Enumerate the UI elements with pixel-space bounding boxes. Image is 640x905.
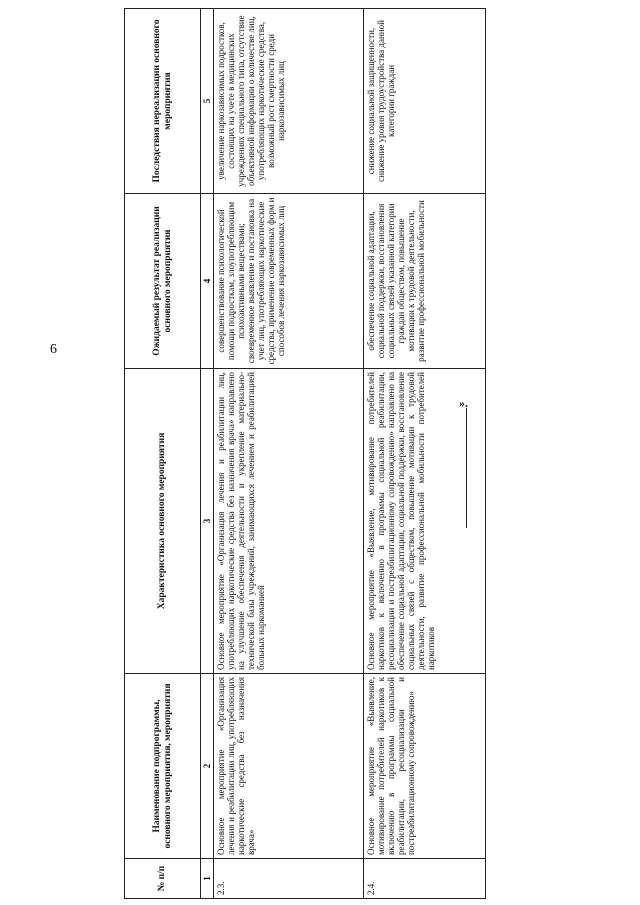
column-numbers-row	[201, 9, 214, 899]
column-number: 1	[201, 859, 214, 899]
measure-characteristic: Основное мероприятие «Организация лечения и реабилитации лиц, употребляющих наркотические средства без назначения врача» направлено на улучшение обеспечения деятельности и укрепление материально-технической базы учреждений, занимающихся лечением и реабилитацией больных наркоманией	[214, 369, 364, 674]
rotated-table-wrapper	[120, 0, 500, 905]
row-number: 2.3.	[214, 859, 364, 899]
row-number: 2.4.	[364, 859, 486, 899]
measure-name: Основное мероприятие «Организация лечения и реабилитации лиц, употребляющих наркотические средства без назначения врача»	[214, 674, 364, 859]
column-number: 4	[201, 194, 214, 369]
header-num: № п/п	[125, 859, 201, 899]
end-mark: ».	[459, 396, 468, 410]
column-number: 5	[201, 9, 214, 194]
header-consequence: Последствия нереализации основного мероприятия	[125, 9, 201, 194]
measure-result: совершенствование психологической помощи подросткам, злоупотребляющим психоактивными веществами; своевременное выявление и постановка на учет лиц, употребляющих наркотические средства, применение современных форм и способов лечения наркозависимых лиц	[214, 194, 364, 369]
measure-consequence: снижение социальной защищенности, снижение уровня трудоустройства данной категории граждан	[364, 9, 486, 194]
measure-characteristic: Основное мероприятие «Выявление, мотивирование потребителей наркотиков к включению в программы социальной реабилитации, ресоциализации и постреабилитационному сопровождению» направлено на обеспечение социальной адаптации, социальной поддержки, восстановление социальных связей с обществом, повышение мотивации к трудовой деятельности, развитие профессиональной мобильности потребителей наркотиков	[364, 369, 486, 674]
measure-result: обеспечение социальной адаптации, социальной поддержки, восстановления социальных связей указанной категории граждан обществом, повышение мотивации к трудовой деятельности, развитие профессиональной мобильности	[364, 194, 486, 369]
header-characteristic: Характеристика основного мероприятия	[125, 369, 201, 674]
measures-table	[124, 8, 486, 899]
page-number: 6	[50, 342, 57, 357]
header-result: Ожидаемый результат реализации основного мероприятия	[125, 194, 201, 369]
table-row	[214, 9, 364, 899]
table-row	[364, 9, 486, 899]
header-name: Наименование подпрограммы, основного мероприятия, мероприятия	[125, 674, 201, 859]
measure-consequence: увеличение наркозависимых подростков, состоящих на учете в медицинских учреждениях специального типа, отсутствие объективной информации о количестве лиц, употребляющих наркотические средства, возможный рост смертности среди наркозависимых лиц	[214, 9, 364, 194]
measure-name: Основное мероприятие «Выявление, мотивирование потребителей наркотиков к включению в программы социальной реабилитации, ресоциализации и постреабилитационному сопровождению»	[364, 674, 486, 859]
table-header-row	[125, 9, 201, 899]
column-number: 2	[201, 674, 214, 859]
column-number: 3	[201, 369, 214, 674]
